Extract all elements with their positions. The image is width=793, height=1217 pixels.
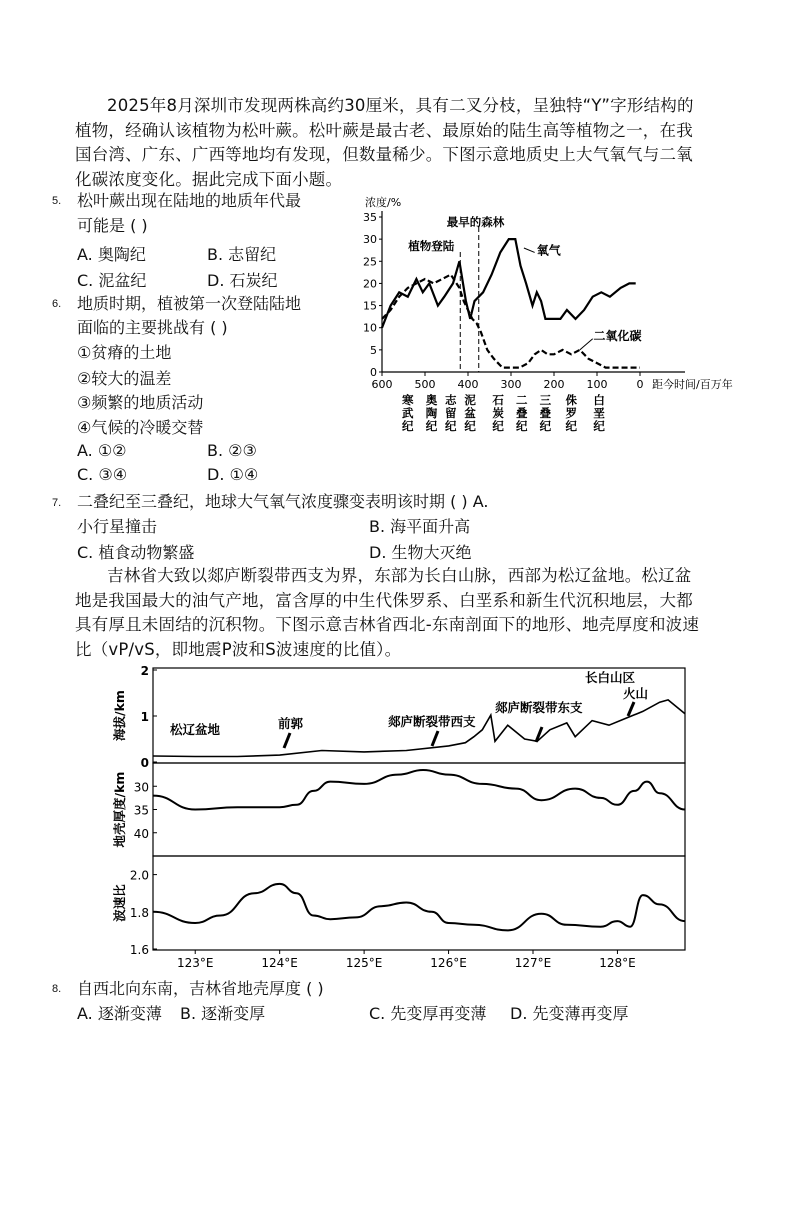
chart2-panel-label: 海拔/km [112,690,127,741]
elevation-tick-label: 2 [140,664,149,678]
question-6-item-1: ①贫瘠的土地 [77,343,172,362]
question-8-option-d[interactable]: D. 先变薄再变厚 [510,1004,629,1023]
chart1-period-label: 泥盆纪 [464,393,476,433]
chart1-period-label: 寒武纪 [402,393,414,433]
crust-thickness-line [153,770,685,810]
chart1-x-tick-label: 500 [414,378,436,391]
jilin-profile-chart [110,660,695,975]
question-6-option-b[interactable]: B. ②③ [207,441,257,460]
chart1-x-tick-label: 0 [636,378,644,391]
chart2-x-tick-label: 128°E [599,956,636,970]
question-8-option-b[interactable]: B. 逐渐变厚 [180,1004,266,1023]
chart1-series [382,239,640,368]
question-7-option-b[interactable]: B. 海平面升高 [369,517,471,536]
chart1-period-label: 志留纪 [445,393,457,433]
chart1-x-label: 距今时间/百万年 [652,378,733,391]
basin-label: 松辽盆地 [170,722,221,737]
chart1-period-label: 石炭纪 [492,393,504,433]
qianguo-marker [284,733,290,748]
chart2-panel-frame [153,763,685,856]
chart1-y-tick-label: 25 [363,255,377,269]
elevation-tick-label: 1 [140,710,149,724]
question-6-stem: 地质时期，植被第一次登陆陆地 [77,294,302,313]
question-5-option-c[interactable]: C. 泥盆纪 [77,271,147,290]
crust-tick-label: 35 [133,803,149,818]
question-6-item-3: ③频繁的地质活动 [77,393,204,412]
question-8-option-a[interactable]: A. 逐渐变薄 [77,1004,162,1023]
intro-paragraph-2: 吉林省大致以郯庐断裂带西支为界，东部为长白山脉，西部为松辽盆地。松辽盆地是我国最大的油气产地，富含厚的中生代侏罗系、白垩系和新生代沉积地层，大都具有厚且未固结的沉积物。下图示意吉林省西北-东南剖面下的地形、地壳厚度和波速比（vP/vS，即地震P波和S波速度的比值）。 [75,566,700,659]
question-7-option-c[interactable]: C. 植食动物繁盛 [77,543,195,562]
oxygen-co2-chart [355,190,750,440]
chart1-x-tick-label: 300 [500,378,522,391]
co2-series-label: 二氧化碳 [593,329,642,344]
question-8-number: 8. [52,983,62,995]
chart2-x-tick-label: 126°E [430,956,467,970]
chart1-period-label: 奥陶纪 [425,393,438,433]
question-6-option-d[interactable]: D. ①④ [207,465,259,484]
question-5-option-b[interactable]: B. 志留纪 [207,245,277,264]
ratio-tick-label: 1.6 [129,943,149,957]
fault-east-label: 郯庐断裂带东支 [495,700,583,715]
chart2-x-tick-label: 125°E [345,956,383,970]
chart2-panel-frame [153,856,685,950]
chart1-x-tick-label: 200 [543,378,565,391]
chart1-axes [363,211,685,391]
question-5-option-a[interactable]: A. 奥陶纪 [77,245,146,264]
wave-speed-ratio-line [153,884,685,931]
chart1-period-label: 白垩纪 [593,393,605,433]
chart1-y-tick-label: 0 [370,366,377,379]
crust-tick-label: 40 [133,826,149,841]
volcano-label: 火山 [623,686,649,701]
elevation-tick-label: 0 [140,756,149,770]
question-6-option-a[interactable]: A. ①② [77,441,127,460]
question-6-number: 6. [52,298,62,310]
chart1-y-tick-label: 5 [370,343,377,357]
question-6-item-2: ②较大的温差 [77,369,172,388]
chart2-panel-label: 波速比 [112,884,127,922]
fault-west-label: 郯庐断裂带西支 [388,714,476,729]
chart1-period-label: 二叠纪 [516,393,528,433]
question-6-item-4: ④气候的冷暖交替 [77,418,204,437]
changbai-label: 长白山区 [585,670,636,685]
chart2-x-tick-label: 127°E [514,956,552,970]
chart2-panel-label: 地壳厚度/km [112,771,127,848]
question-7-stem: 二叠纪至三叠纪，地球大气氧气浓度骤变表明该时期 ( ) A. [77,492,489,511]
chart1-y-tick-label: 20 [363,277,377,291]
question-8-stem: 自西北向东南，吉林省地壳厚度 ( ) [77,979,324,998]
question-7-number: 7. [52,497,62,509]
chart1-y-tick-label: 35 [363,211,377,224]
question-7-option-a[interactable]: 小行星撞击 [77,517,158,536]
chart1-x-tick-label: 100 [586,378,608,391]
question-8-option-c[interactable]: C. 先变厚再变薄 [369,1004,487,1023]
question-5-stem: 松叶蕨出现在陆地的地质年代最 [77,191,302,210]
chart1-y-label: 浓度/% [365,196,402,209]
forest-annotation: 最早的森林 [446,215,505,229]
chart1-y-tick-label: 10 [363,321,377,335]
chart2-series [153,700,685,931]
land-annotation: 植物登陆 [408,239,455,253]
chart1-x-tick-label: 600 [371,378,393,391]
question-5-option-d[interactable]: D. 石炭纪 [207,271,278,290]
chart1-period-label: 三叠纪 [539,393,552,433]
ratio-tick-label: 2.0 [129,868,149,883]
intro-paragraph-1: 2025年8月深圳市发现两株高约30厘米，具有二叉分枝，呈独特“Y”字形结构的植物，经确认该植物为松叶蕨。松叶蕨是最古老、最原始的陆生高等植物之一，在我国台湾、广东、广西等地均有发现，但数量稀少。下图示意地质史上大气氧气与二氧化碳浓度变化。据此完成下面小题。 [75,96,694,189]
question-5-stem-cont: 可能是 ( ) [77,216,148,235]
oxygen-series-label: 氧气 [536,243,561,258]
question-6-stem-cont: 面临的主要挑战有 ( ) [77,318,228,337]
question-6-option-c[interactable]: C. ③④ [77,465,128,484]
volcano-marker [628,702,634,716]
question-5-number: 5. [52,195,62,207]
chart2-x-tick-label: 123°E [176,956,214,970]
question-7-option-d[interactable]: D. 生物大灭绝 [369,543,472,562]
crust-tick-label: 30 [133,780,149,795]
fault-west-marker [432,731,438,746]
qianguo-label: 前郭 [278,716,304,731]
chart2-x-tick-label: 124°E [261,956,298,970]
chart1-x-tick-label: 400 [457,378,479,391]
ratio-tick-label: 1.8 [129,905,149,920]
co2-leader [580,339,593,350]
chart1-labels [365,195,733,433]
oxygen-leader [524,248,535,252]
chart1-period-label: 侏罗纪 [565,393,577,433]
chart1-y-tick-label: 15 [363,299,377,313]
chart1-y-tick-label: 30 [363,233,377,247]
